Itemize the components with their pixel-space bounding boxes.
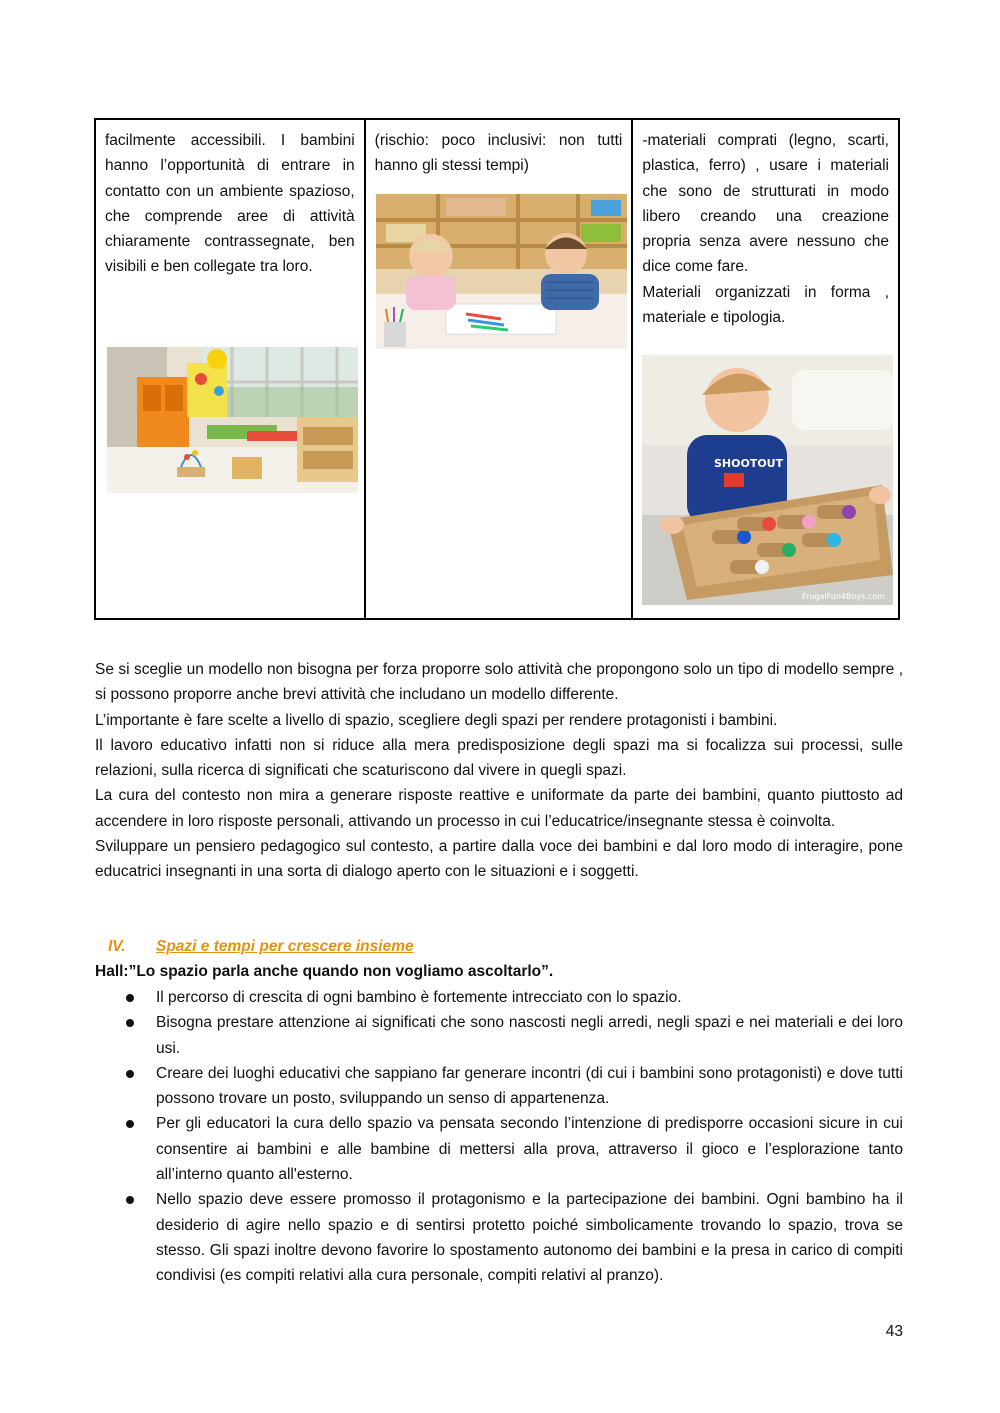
boy-cardboard-box-photo <box>642 355 893 605</box>
bullet-list <box>118 985 903 1289</box>
paragraph: Il lavoro educativo infatti non si riduce alla mera predisposizione degli spazi ma si focalizza sui processi, sulle relazioni, sulla ricerca di significati che scaturiscono dal vivere in quegli spazi. <box>95 736 903 780</box>
cell-text-col1: facilmente accessibili. I bambini hanno l’opportunità di entrare in contatto con un ambiente spazioso, che comprende aree di attività chiaramente contrassegnate, ben visibili e ben collegate tra loro. <box>105 132 355 276</box>
classroom-photo <box>107 347 358 493</box>
list-item: Il percorso di crescita di ogni bambino è fortemente intrecciato con lo spazio. <box>118 985 903 1010</box>
children-drawing-photo <box>376 194 627 349</box>
paragraph: Se si sceglie un modello non bisogna per forza proporre solo attività che propongono solo un tipo di modello sempre , si possono proporre anche brevi attività che includano un modello differente. <box>95 661 903 704</box>
table-cell-col1 <box>96 120 364 618</box>
cell-text-col2: (rischio: poco inclusivi: non tutti hanno gli stessi tempi) <box>374 132 623 175</box>
list-item: Creare dei luoghi educativi che sappiano far generare incontri (di cui i bambini sono protagonisti) e dove tutti possono trovare un posto, sviluppando un senso di appartenenza. <box>118 1061 903 1112</box>
hall-quote: Hall:”Lo spazio parla anche quando non vogliamo ascoltarlo”. <box>95 963 554 980</box>
paragraph: L’importante è fare scelte a livello di spazio, scegliere degli spazi per rendere protagonisti i bambini. <box>95 711 778 729</box>
bullet-icon <box>126 994 134 1002</box>
list-item: Per gli educatori la cura dello spazio va pensata secondo l’intenzione di predisporre occasioni sicure in cui consentire ai bambini e alle bambine di mettersi alla prova, attraverso il gioco e l’esplorazione tanto all’interno quanto all'esterno. <box>118 1111 903 1187</box>
models-table <box>94 118 900 620</box>
body-paragraphs <box>95 657 903 885</box>
paragraph: La cura del contesto non mira a generare risposte reattive e uniformate da parte dei bambini, quanto piuttosto ad accendere in loro risposte personali, attivando un processo in cui l’educatrice/insegnante stessa è coinvolta. <box>95 787 903 830</box>
section-heading <box>108 934 608 959</box>
bullet-icon <box>126 1019 134 1027</box>
bullet-icon <box>126 1196 134 1204</box>
cell-text-col3-organized: Materiali organizzati in forma , materiale e tipologia. <box>642 283 889 327</box>
paragraph: Sviluppare un pensiero pedagogico sul contesto, a partire dalla voce dei bambini e dal loro modo di interagire, pone educatrici insegnanti in una sorta di dialogo aperto con le situazioni e i soggetti. <box>95 838 903 881</box>
bullet-icon <box>126 1120 134 1128</box>
shirt-text: SHOOTOUT <box>714 457 784 470</box>
section-title[interactable]: Spazi e tempi per crescere insieme <box>156 938 414 955</box>
table-cell-col2 <box>364 120 632 618</box>
list-item: Bisogna prestare attenzione ai significati che sono nascosti negli arredi, negli spazi e nei materiali e dei loro usi. <box>118 1010 903 1061</box>
section-number: IV. <box>108 938 126 955</box>
photo-watermark: FrugalFun4Boys.com <box>802 592 886 601</box>
list-item: Nello spazio deve essere promosso il protagonismo e la partecipazione dei bambini. Ogni bambino ha il desiderio di agire nello spazio e di sentirsi protetto poiché simbolicamente trovando lo spazio, trova se stesso. Gli spazi inoltre devono favorire lo spostamento autonomo dei bambini e la presa in carico di compiti condivisi (es compiti relativi alla cura personale, compiti relativi al pranzo). <box>118 1187 903 1288</box>
bullet-icon <box>126 1070 134 1078</box>
page-number: 43 <box>885 1323 903 1340</box>
table-cell-col3 <box>631 120 898 618</box>
cell-text-col3-materials: -materiali comprati (legno, scarti, plastica, ferro) , usare i materiali che sono de strutturati in modo libero creando una creazione propria senza avere nessuno che dice come fare. <box>642 132 889 276</box>
